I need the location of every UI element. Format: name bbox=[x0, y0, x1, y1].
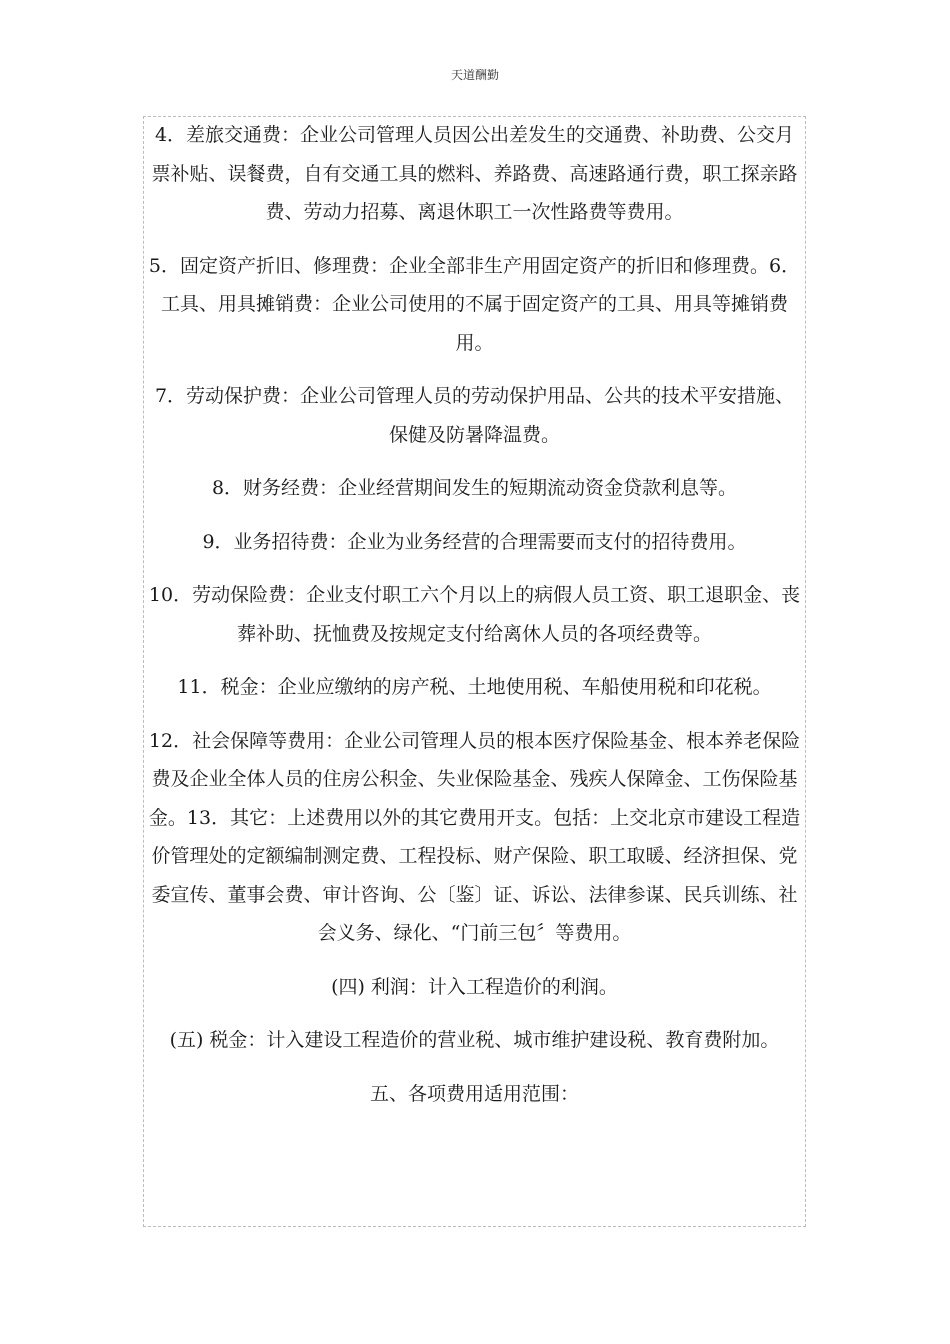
paragraph-social-security-other: 12．社会保障等费用：企业公司管理人员的根本医疗保险基金、根本养老保险费及企业全体人员的住房公积金、失业保险基金、残疾人保障金、工伤保险基金。13．其它：上述费用以外的其它费用开支。包括：上交北京市建设工程造价管理处的定额编制测定费、工程投标、财产保险、职工取暖、经济担保、党委宣传、董事会费、审计咨询、公〔鉴〕证、诉讼、法律参谋、民兵训练、社会义务、绿化、“门前三包〞等费用。 bbox=[148, 729, 801, 944]
paragraph-profit: (四) 利润：计入工程造价的利润。 bbox=[331, 975, 618, 998]
paragraph-financial-expenses: 8．财务经费：企业经营期间发生的短期流动资金贷款利息等。 bbox=[211, 477, 738, 499]
paragraph-labor-protection: 7．劳动保护费：企业公司管理人员的劳动保护用品、公共的技术平安措施、保健及防暑降温费。 bbox=[154, 385, 795, 446]
paragraph-travel-expenses: 4．差旅交通费：企业公司管理人员因公出差发生的交通费、补助费、公交月票补贴、误餐费，自有交通工具的燃料、养路费、高速路通行费，职工探亲路费、劳动力招募、离退休职工一次性路费等费用。 bbox=[151, 124, 798, 223]
document-body bbox=[143, 116, 806, 1113]
paragraph-labor-insurance: 10．劳动保险费：企业支付职工六个月以上的病假人员工资、职工退职金、丧葬补助、抚恤费及按规定支付给离休人员的各项经费等。 bbox=[148, 584, 801, 645]
paragraph-depreciation-tools: 5．固定资产折旧、修理费：企业全部非生产用固定资产的折旧和修理费。6．工具、用具摊销费：企业公司使用的不属于固定资产的工具、用具等摊销费用。 bbox=[148, 254, 801, 354]
paragraph-entertainment: 9．业务招待费：企业为业务经营的合理需要而支付的招待费用。 bbox=[202, 530, 747, 553]
paragraph-taxes: 11．税金：企业应缴纳的房产税、土地使用税、车船使用税和印花税。 bbox=[177, 676, 772, 698]
page-header: 天道酬勤 bbox=[450, 68, 499, 82]
section-heading-scope: 五、各项费用适用范围： bbox=[369, 1082, 579, 1105]
paragraph-tax-items: (五) 税金：计入建设工程造价的营业税、城市维护建设税、教育费附加。 bbox=[169, 1029, 780, 1051]
